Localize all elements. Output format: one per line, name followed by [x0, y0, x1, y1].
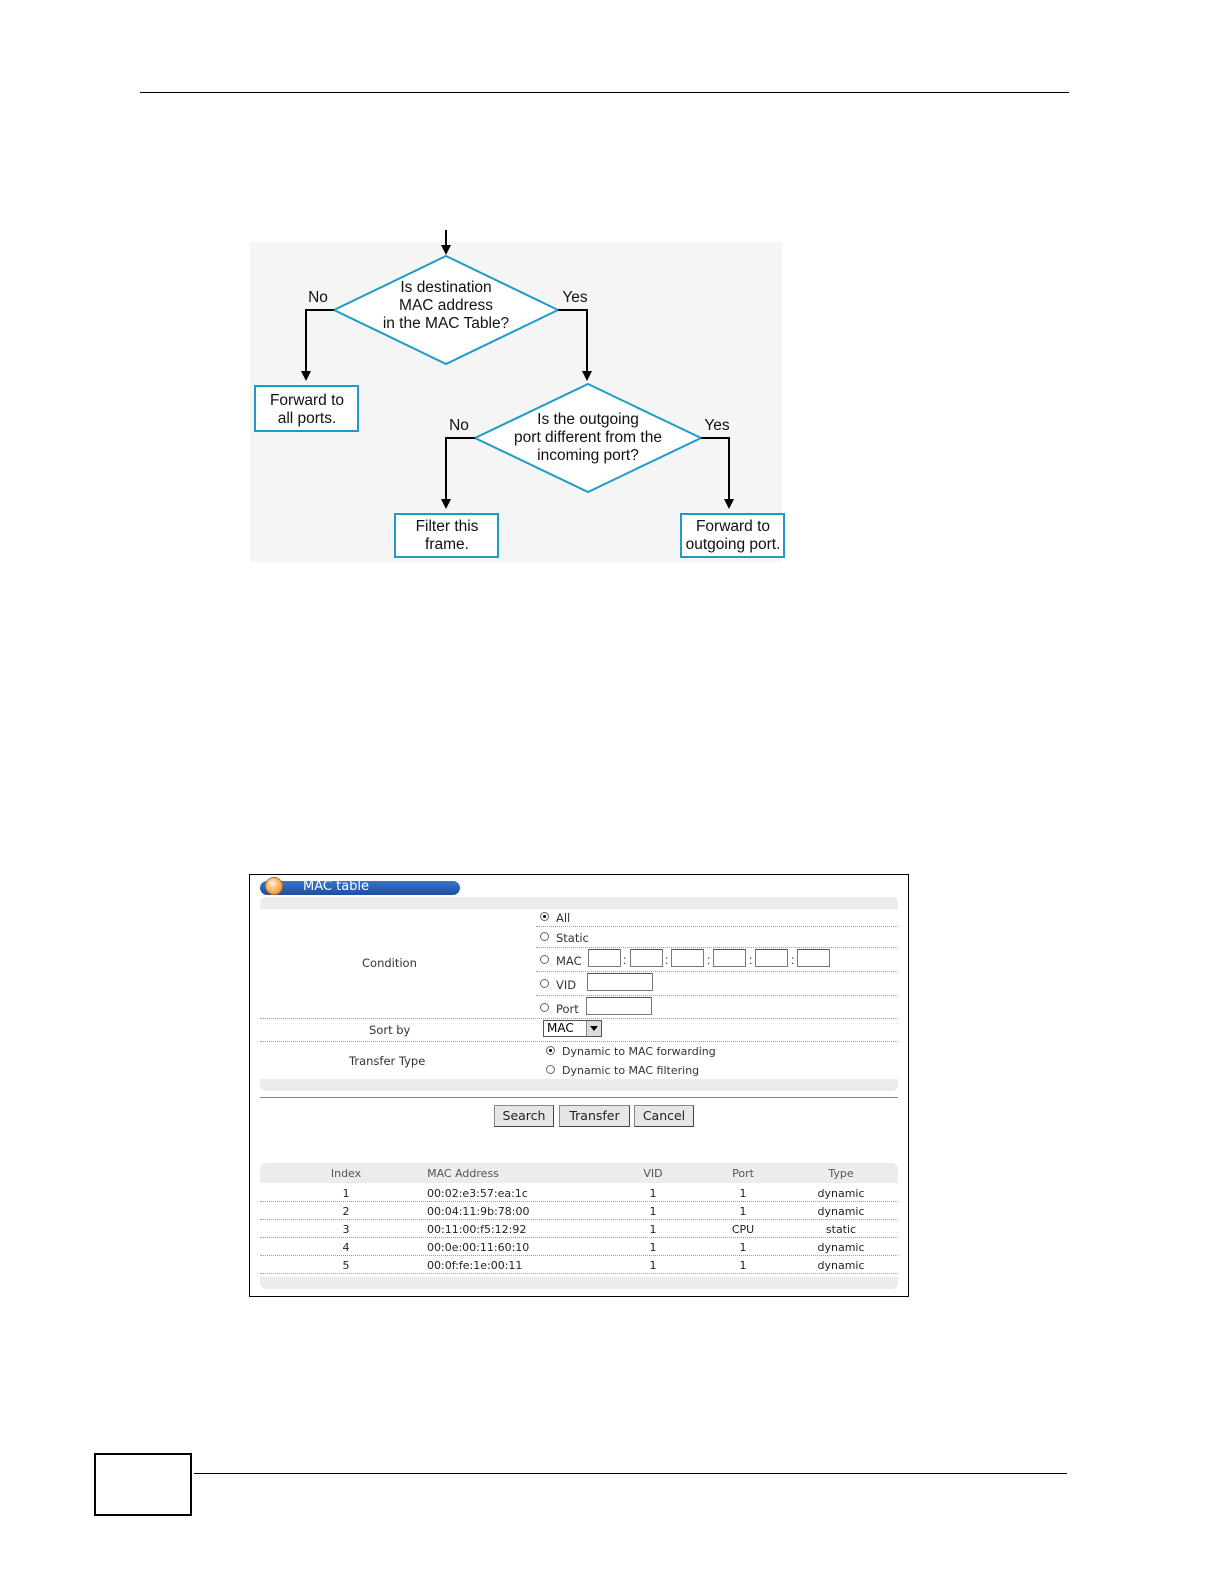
filter-frame-text: Filter this frame.: [415, 518, 479, 553]
radio-vid[interactable]: [540, 979, 549, 988]
search-button[interactable]: Search: [494, 1105, 554, 1127]
decision-1-text: Is destination MAC address in the MAC Table?: [382, 279, 510, 332]
row-divider: [260, 1201, 898, 1202]
row-divider: [536, 947, 898, 948]
transfer-type-label: Transfer Type: [349, 1054, 426, 1068]
forward-outgoing-text: Forward to outgoing port.: [685, 518, 781, 553]
cell-port: 1: [739, 1259, 747, 1272]
yes-label-2: Yes: [704, 417, 730, 434]
cell-vid: 1: [649, 1187, 657, 1200]
column-header-port: Port: [732, 1167, 754, 1180]
column-header-mac: MAC Address: [427, 1167, 499, 1180]
mac-octet-3-input[interactable]: [671, 949, 704, 967]
cell-port: 1: [739, 1205, 747, 1218]
yes-connector-2: [701, 438, 729, 504]
cell-vid: 1: [649, 1223, 657, 1236]
chevron-down-icon[interactable]: [586, 1021, 601, 1036]
radio-dynamic-filtering[interactable]: [546, 1065, 555, 1074]
row-divider: [260, 1273, 898, 1274]
cell-vid: 1: [649, 1241, 657, 1254]
mac-separator: :: [665, 953, 669, 967]
header-rule: [140, 92, 1069, 93]
mac-separator: :: [707, 953, 711, 967]
row-divider: [260, 1237, 898, 1238]
no-label-1: No: [308, 289, 328, 306]
option-port-label: Port: [556, 1002, 579, 1016]
vid-input[interactable]: [587, 973, 653, 991]
mac-octet-1-input[interactable]: [588, 949, 621, 967]
cell-mac: 00:02:e3:57:ea:1c: [427, 1187, 528, 1200]
cell-type: dynamic: [817, 1259, 865, 1272]
row-divider: [260, 1018, 898, 1019]
orb-icon: [265, 877, 283, 895]
condition-label: Condition: [362, 956, 417, 970]
port-input[interactable]: [586, 997, 652, 1015]
cell-vid: 1: [649, 1259, 657, 1272]
cell-port: 1: [739, 1241, 747, 1254]
cell-mac: 00:11:00:f5:12:92: [427, 1223, 527, 1236]
option-static-label: Static: [556, 931, 589, 945]
sort-by-value: MAC: [547, 1021, 574, 1035]
option-mac-label: MAC: [556, 954, 582, 968]
mac-forwarding-flowchart: [250, 228, 790, 563]
no-label-2: No: [449, 417, 469, 434]
cell-mac: 00:0e:00:11:60:10: [427, 1241, 530, 1254]
cell-mac: 00:0f:fe:1e:00:11: [427, 1259, 523, 1272]
radio-mac[interactable]: [540, 955, 549, 964]
row-divider: [260, 1219, 898, 1220]
no-connector-1: [306, 310, 334, 376]
mac-octet-4-input[interactable]: [713, 949, 746, 967]
radio-static[interactable]: [540, 932, 549, 941]
decision-2-text: Is the outgoing port different from the incoming port?: [514, 411, 662, 464]
mac-separator: :: [749, 953, 753, 967]
row-divider: [260, 1255, 898, 1256]
forwarding-option-label: Dynamic to MAC forwarding: [562, 1045, 716, 1058]
cell-mac: 00:04:11:9b:78:00: [427, 1205, 530, 1218]
mac-octet-2-input[interactable]: [630, 949, 663, 967]
cell-type: dynamic: [817, 1241, 865, 1254]
column-header-index: Index: [330, 1167, 362, 1180]
cell-type: static: [825, 1223, 857, 1236]
mac-separator: :: [791, 953, 795, 967]
mac-separator: :: [623, 953, 627, 967]
footer-rule: [194, 1473, 1067, 1474]
page-number-box: [94, 1453, 192, 1516]
option-vid-label: VID: [556, 978, 577, 992]
mac-table-panel: [249, 874, 909, 1297]
no-connector-2: [446, 438, 475, 504]
sort-by-label: Sort by: [369, 1023, 411, 1037]
row-divider: [260, 1041, 898, 1042]
results-table-body: [260, 1183, 898, 1277]
cell-index: 3: [342, 1223, 350, 1236]
cell-vid: 1: [649, 1205, 657, 1218]
yes-connector-1: [558, 310, 587, 376]
radio-dynamic-forwarding[interactable]: [546, 1046, 555, 1055]
row-divider: [536, 971, 898, 972]
row-divider: [536, 995, 898, 996]
cell-port: CPU: [731, 1223, 755, 1236]
cell-index: 1: [342, 1187, 350, 1200]
radio-all[interactable]: [540, 912, 549, 921]
transfer-button[interactable]: Transfer: [559, 1105, 630, 1127]
cell-type: dynamic: [817, 1187, 865, 1200]
mac-octet-5-input[interactable]: [755, 949, 788, 967]
cell-type: dynamic: [817, 1205, 865, 1218]
cancel-button[interactable]: Cancel: [634, 1105, 694, 1127]
radio-port[interactable]: [540, 1003, 549, 1012]
forward-all-ports-text: Forward to all ports.: [269, 392, 345, 427]
column-header-type: Type: [828, 1167, 854, 1180]
yes-label-1: Yes: [562, 289, 588, 306]
option-all-label: All: [556, 911, 571, 925]
column-header-vid: VID: [643, 1167, 663, 1180]
mac-octet-6-input[interactable]: [797, 949, 830, 967]
cell-index: 2: [342, 1205, 350, 1218]
filtering-option-label: Dynamic to MAC filtering: [562, 1064, 700, 1077]
cell-port: 1: [739, 1187, 747, 1200]
row-divider: [536, 926, 898, 927]
section-separator: [260, 1097, 898, 1098]
cell-index: 5: [342, 1259, 350, 1272]
sort-by-select[interactable]: [543, 1020, 602, 1037]
panel-title: MAC table: [303, 879, 370, 894]
cell-index: 4: [342, 1241, 350, 1254]
